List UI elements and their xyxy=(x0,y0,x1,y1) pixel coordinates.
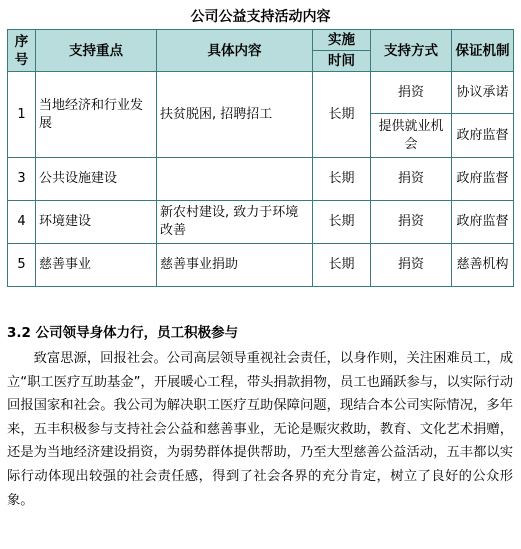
header-impl: 实施 xyxy=(313,30,371,51)
table-row xyxy=(8,244,514,287)
cell-guarantee: 政府监督 xyxy=(452,114,514,158)
cell-time: 长期 xyxy=(313,201,371,244)
cell-time: 长期 xyxy=(313,72,371,158)
cell-content: 新农村建设, 致力于环境改善 xyxy=(157,201,313,244)
header-seq: 序号 xyxy=(8,30,36,72)
cell-focus: 当地经济和行业发展 xyxy=(36,72,157,158)
cell-guarantee: 协议承诺 xyxy=(452,72,514,114)
table-row xyxy=(8,72,514,114)
header-guarantee: 保证机制 xyxy=(452,30,514,72)
table-row xyxy=(8,201,514,244)
table-header-row xyxy=(8,30,514,51)
header-method: 支持方式 xyxy=(371,30,452,72)
cell-method: 提供就业机会 xyxy=(371,114,452,158)
cell-seq: 5 xyxy=(8,244,36,287)
cell-seq: 1 xyxy=(8,72,36,158)
cell-content: 慈善事业捐助 xyxy=(157,244,313,287)
cell-guarantee: 政府监督 xyxy=(452,201,514,244)
cell-guarantee: 政府监督 xyxy=(452,158,514,201)
cell-seq: 3 xyxy=(8,158,36,201)
cell-focus: 公共设施建设 xyxy=(36,158,157,201)
header-content: 具体内容 xyxy=(157,30,313,72)
body-paragraph: 致富思源，回报社会。公司高层领导重视社会责任，以身作则，关注困难员工，成立“职工医疗互助基金”，开展暖心工程，带头捐款捐物，员工也踊跃参与，以实际行动回报国家和社会。我公司为解决职工医疗互助保障问题，现结合本公司实际情况，多年来，五丰积极参与支持社会公益和慈善事业，无论是赈灾救助，教育、文化艺术捐赠，还是为当地经济建设捐资，为弱势群体提供帮助，乃至大型慈善公益活动，五丰都以实际行动体现出较强的社会责任感，得到了社会各界的充分肯定，树立了良好的公众形象。 xyxy=(7,351,513,508)
cell-seq: 4 xyxy=(8,201,36,244)
header-time: 时间 xyxy=(313,51,371,72)
cell-content xyxy=(157,158,313,201)
cell-guarantee: 慈善机构 xyxy=(452,244,514,287)
table-row xyxy=(8,158,514,201)
cell-time: 长期 xyxy=(313,158,371,201)
support-activities-table xyxy=(7,29,514,287)
cell-method: 捐资 xyxy=(371,244,452,287)
table-title: 公司公益支持活动内容 xyxy=(190,9,331,25)
cell-method: 捐资 xyxy=(371,72,452,114)
cell-method: 捐资 xyxy=(371,201,452,244)
header-focus: 支持重点 xyxy=(36,30,157,72)
cell-method: 捐资 xyxy=(371,158,452,201)
cell-time: 长期 xyxy=(313,244,371,287)
cell-focus: 慈善事业 xyxy=(36,244,157,287)
cell-focus: 环境建设 xyxy=(36,201,157,244)
cell-content: 扶贫脱困, 招聘招工 xyxy=(157,72,313,158)
section-heading: 3.2 公司领导身体力行，员工积极参与 xyxy=(7,325,239,341)
